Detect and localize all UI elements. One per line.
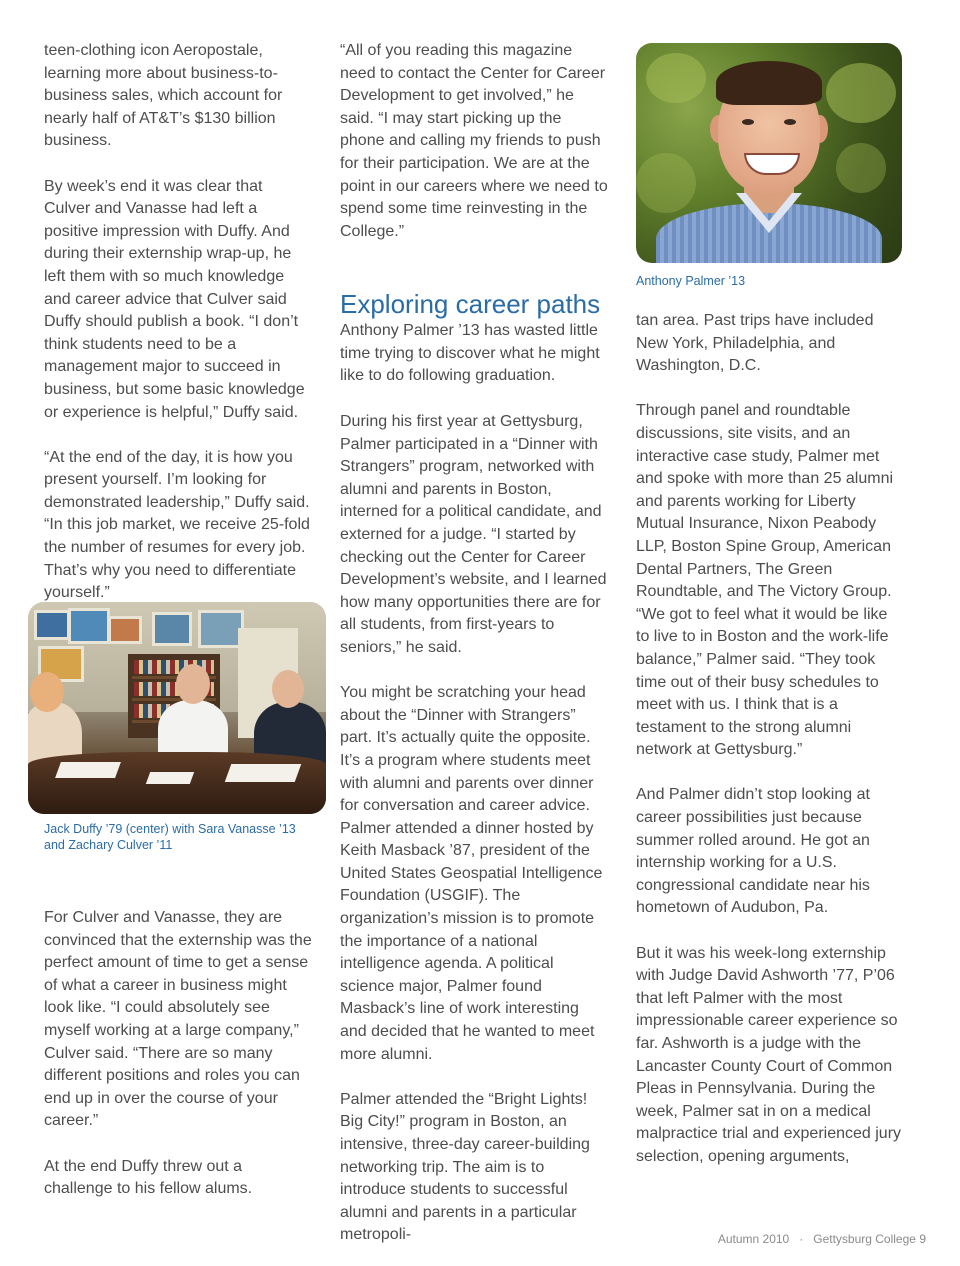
paragraph: But it was his week-long externship with Judge David Ashworth ’77, P’06 that left Palmer with the most impressionable career experience so far. Ashworth is a judge with the Lancaster County Court of Common Pleas in Pennsylvania. During the week, Palmer sat in on a medical malpractice trial and experienced jury selection, opening arguments,: [636, 944, 902, 1165]
paragraph: And Palmer didn’t stop looking at career possibilities just because summer rolled around. He got an internship working for a U.S. congressional candidate near his hometown of Audubon, Pa.: [636, 786, 870, 917]
paragraph: Palmer attended the “Bright Lights! Big City!” program in Boston, an intensive, three-day career-building networking trip. The aim is to introduce students to successful alumni and parents in a particular metropoli-: [340, 1090, 590, 1244]
column-3-text: [636, 310, 904, 1169]
column-2-body-text: [340, 411, 610, 1247]
paragraph: You might be scratching your head about the “Dinner with Strangers” part. It’s actually quite the opposite. It’s a program where students meet with alumni and parents over dinner for conversation and career advice. Palmer attended a dinner hosted by Keith Masback ’87, president of the United States Geospatial Intelligence Foundation (USGIF). The organization’s mission is to promote the importance of a national intelligence agenda. A political science major, Palmer found Masback’s line of work interesting and decided that he wanted to meet more alumni.: [340, 684, 603, 1063]
issue-label: Autumn 2010: [717, 1232, 790, 1246]
portrait-photo: [636, 43, 902, 263]
photo-caption: Anthony Palmer ’13: [636, 274, 746, 288]
section-heading: Exploring career paths: [340, 289, 601, 319]
section-intro: Anthony Palmer ’13 has wasted little time trying to discover what he might like to do following graduation.: [340, 322, 600, 385]
meeting-photo: [28, 602, 326, 814]
column-2-top-text: [340, 40, 610, 243]
page-footer: [718, 1232, 926, 1246]
paragraph: “All of you reading this magazine need to contact the Center for Career Development to get involved,” he said. “I may start picking up the phone and calling my friends to push for their participation. We are at the point in our careers where we need to spend some time reinvesting in the College.”: [340, 42, 608, 240]
column-1-top-text: [44, 40, 312, 605]
paragraph: During his first year at Gettysburg, Palmer participated in a “Dinner with Strangers” program, networked with alumni and parents in Boston, interned for a political candidate, and externed for a judge. “I started by checking out the Center for Career Development’s website, and I learned how many opportunities there are for all students, from first-years to seniors,” he said.: [340, 413, 607, 656]
paragraph: Through panel and roundtable discussions, site visits, and an interactive case study, Palmer met and spoke with more than 25 alumni and parents working for Liberty Mutual Insurance, Nixon Peabody LLP, Boston Spine Group, American Dental Partners, The Green Roundtable, and The Victory Group. “We got to feel what it would be like to live to in Boston and the work-life balance,” Palmer said. “They took time out of their busy schedules to meet with us. I think that is a testament to the strong alumni network at Gettysburg.”: [636, 402, 894, 759]
footer-separator: ·: [799, 1232, 804, 1246]
column-1-bottom-text: [44, 907, 312, 1201]
paragraph: “At the end of the day, it is how you present yourself. I’m looking for demonstrated leadership,” Duffy said. “In this job market, we receive 25-fold the number of resumes for every job. That’s why you need to differentiate yourself.”: [44, 448, 310, 602]
paragraph: teen-clothing icon Aeropostale, learning more about business-to-business sales, which account for nearly half of AT&T’s $130 billion business.: [44, 42, 283, 150]
paragraph: At the end Duffy threw out a challenge to his fellow alums.: [44, 1157, 253, 1198]
paragraph: tan area. Past trips have included New York, Philadelphia, and Washington, D.C.: [636, 312, 874, 375]
page-number: 9: [919, 1232, 926, 1246]
publication-name: Gettysburg College: [813, 1232, 916, 1246]
photo-caption: Jack Duffy ’79 (center) with Sara Vanasse ’13 and Zachary Culver ’11: [44, 822, 296, 852]
paragraph: By week’s end it was clear that Culver and Vanasse had left a positive impression with Duffy. And during their externship wrap-up, he left them with so much knowledge and career advice that Culver said Duffy should publish a book. “I don’t think students need to be a management major to succeed in business, but some basic knowledge or experience is helpful,” Duffy said.: [44, 177, 305, 421]
paragraph: For Culver and Vanasse, they are convinced that the externship was the perfect amount of time to get a sense of what a career in business might look like. “I could absolutely see myself working at a large company,” Culver said. “There are so many different positions and roles you can end up in over the course of your career.”: [44, 909, 312, 1130]
